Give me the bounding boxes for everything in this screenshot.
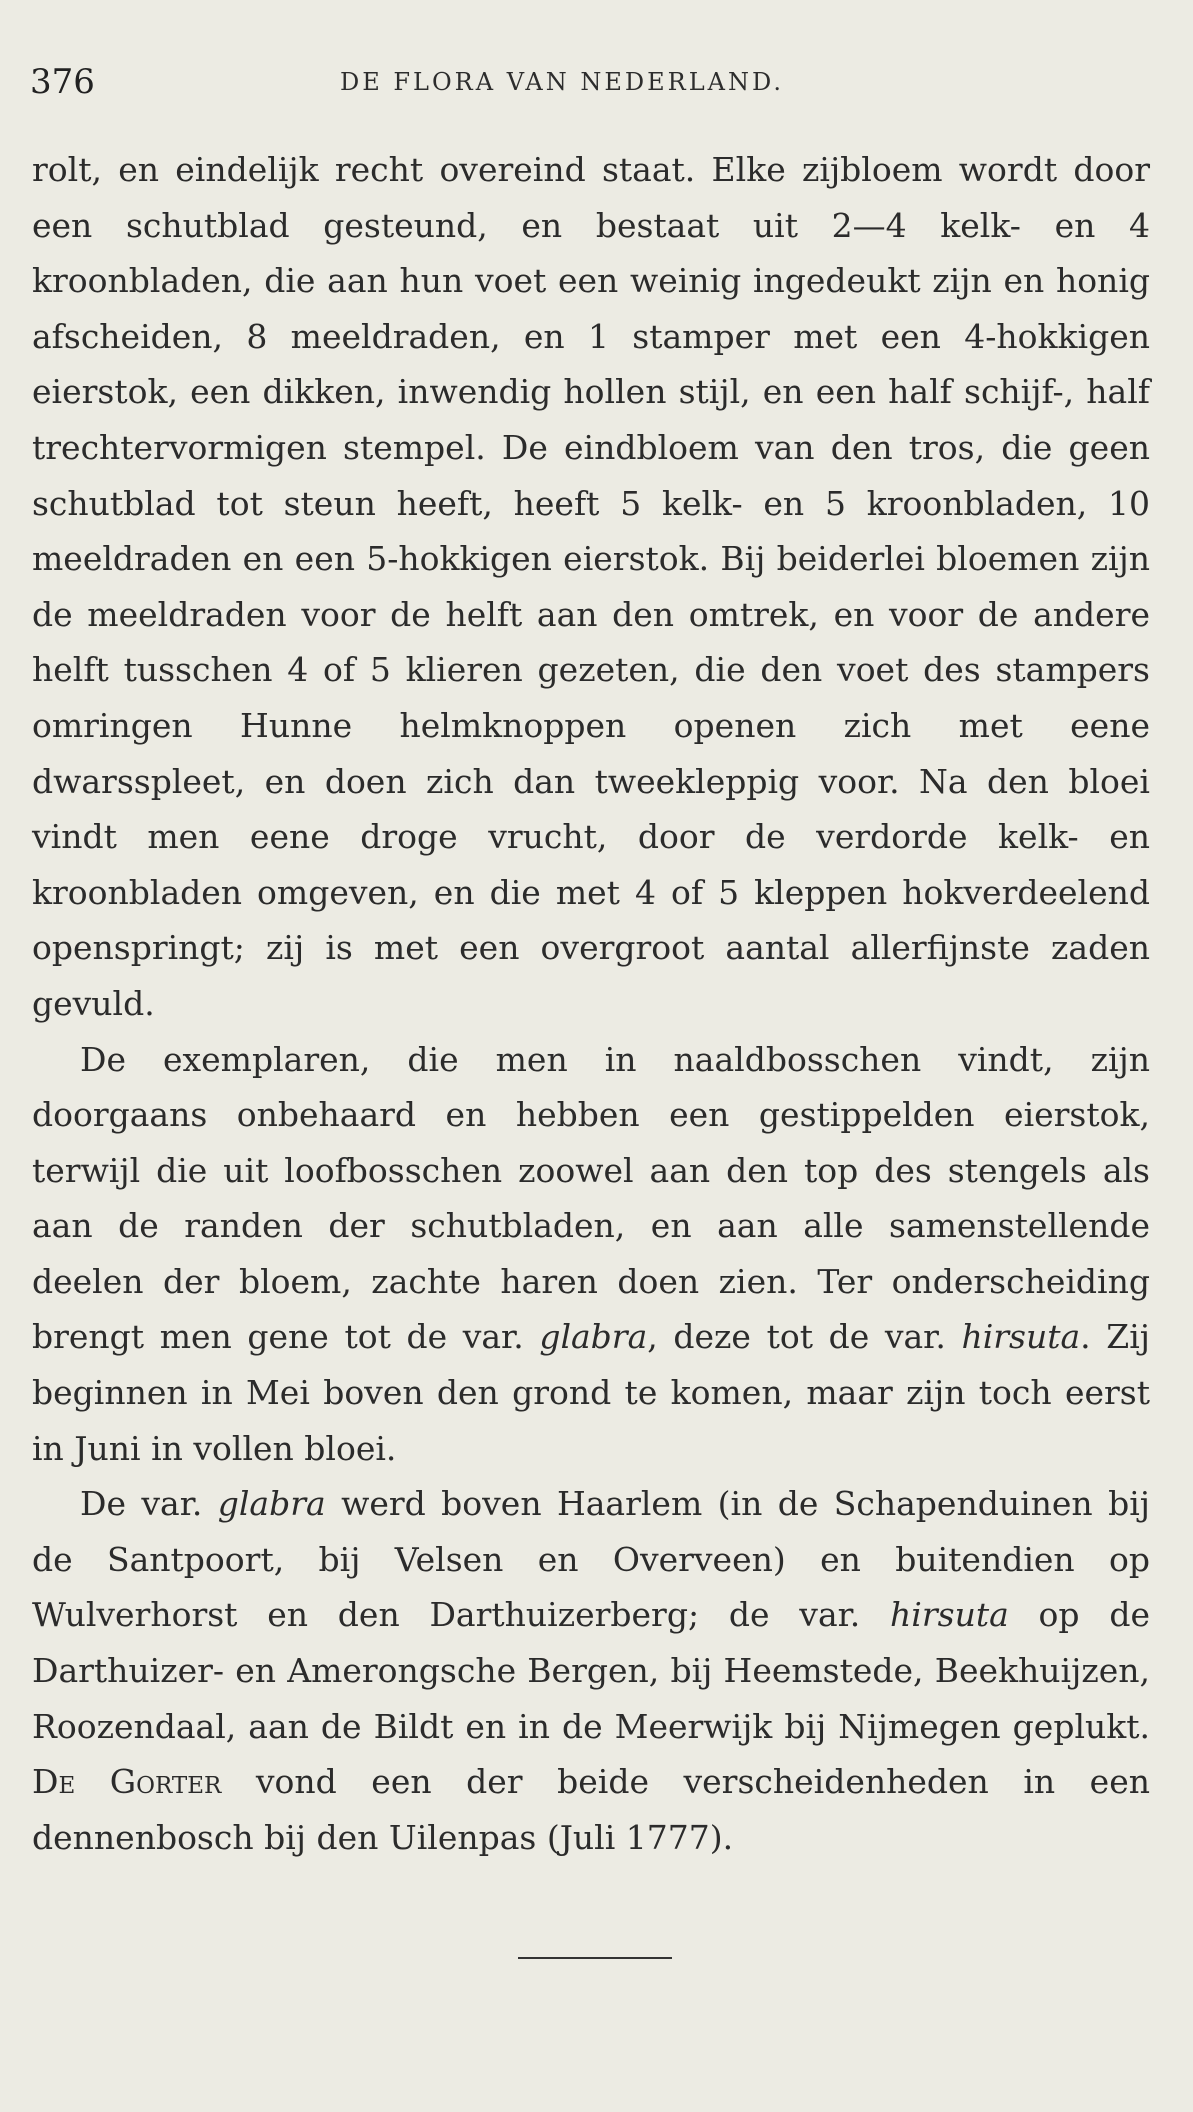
italic-term: glabra [217, 1484, 326, 1524]
section-end-rule [518, 1957, 672, 1959]
text-segment: . Zij beginnen in Mei boven den grond te komen, maar zijn toch eerst in Juni in vollen bloei. [32, 1317, 1150, 1468]
text-segment: werd boven Haarlem (in de Schapenduinen bij de Santpoort, bij Velsen en Overveen) en buitendien op Wulverhorst en den Darthuizerberg; de var. [32, 1484, 1150, 1635]
italic-term: hirsuta [890, 1595, 1009, 1635]
text-segment: De exemplaren, die men in naaldbosschen vindt, zijn doorgaans onbehaard en hebben een gestippelden eierstok, terwijl die uit loofbosschen zoowel aan den top des stengels als aan de randen der schutbladen, en aan alle samenstellende deelen der bloem, zachte haren doen zien. Ter onderscheiding brengt men gene tot de var. [32, 1039, 1150, 1357]
paragraph-1 [32, 142, 1150, 1032]
text-segment: rolt, en eindelijk recht overeind staat. Elke zijbloem wordt door een schutblad gesteund, en bestaat uit 2—4 kelk- en 4 kroonbladen, die aan hun voet een weinig ingedeukt zijn en honig afscheiden, 8 meeldraden, en 1 stamper met een 4-hokkigen eierstok, een dikken, inwendig hollen stijl, en een half schijf-, half trechtervormigen stempel. De eindbloem van den tros, die geen schutblad tot steun heeft, heeft 5 kelk- en 5 kroonbladen, 10 meeldraden en een 5-hokkigen eierstok. Bij beiderlei bloemen zijn de meeldraden voor de helft aan den omtrek, en voor de andere helft tusschen 4 of 5 klieren gezeten, die den voet des stampers omringen Hunne helmknoppen openen zich met eene dwarsspleet, en doen zich dan tweekleppig voor. Na den bloei vindt men eene droge vrucht, door de verdorde kelk- en kroonbladen omgeven, en die met 4 of 5 kleppen hokverdeelend openspringt; zij is met een overgroot aantal allerfijnste zaden gevuld. [32, 150, 1150, 1023]
italic-term: glabra [539, 1317, 648, 1357]
page-number: 376 [30, 62, 95, 102]
paragraph-2 [32, 1032, 1150, 1477]
paragraph-3 [32, 1476, 1150, 1865]
text-segment: vond een der beide verscheidenheden in een dennenbosch bij den Uilenpas (Juli 1777). [32, 1762, 1150, 1857]
text-segment: op de Darthuizer- en Amerongsche Bergen, bij Heemstede, Beekhuijzen, Roozendaal, aan de Bildt en in de Meerwijk bij Nijmegen geplukt. [32, 1595, 1150, 1746]
italic-term: hirsuta [961, 1317, 1081, 1357]
body-text [32, 142, 1150, 1865]
text-segment: De var. [80, 1484, 218, 1524]
running-title: DE FLORA VAN NEDERLAND. [340, 68, 784, 96]
page-header [30, 58, 1150, 106]
text-segment: , deze tot de var. [647, 1317, 962, 1357]
author-name: De Gorter [32, 1762, 222, 1802]
